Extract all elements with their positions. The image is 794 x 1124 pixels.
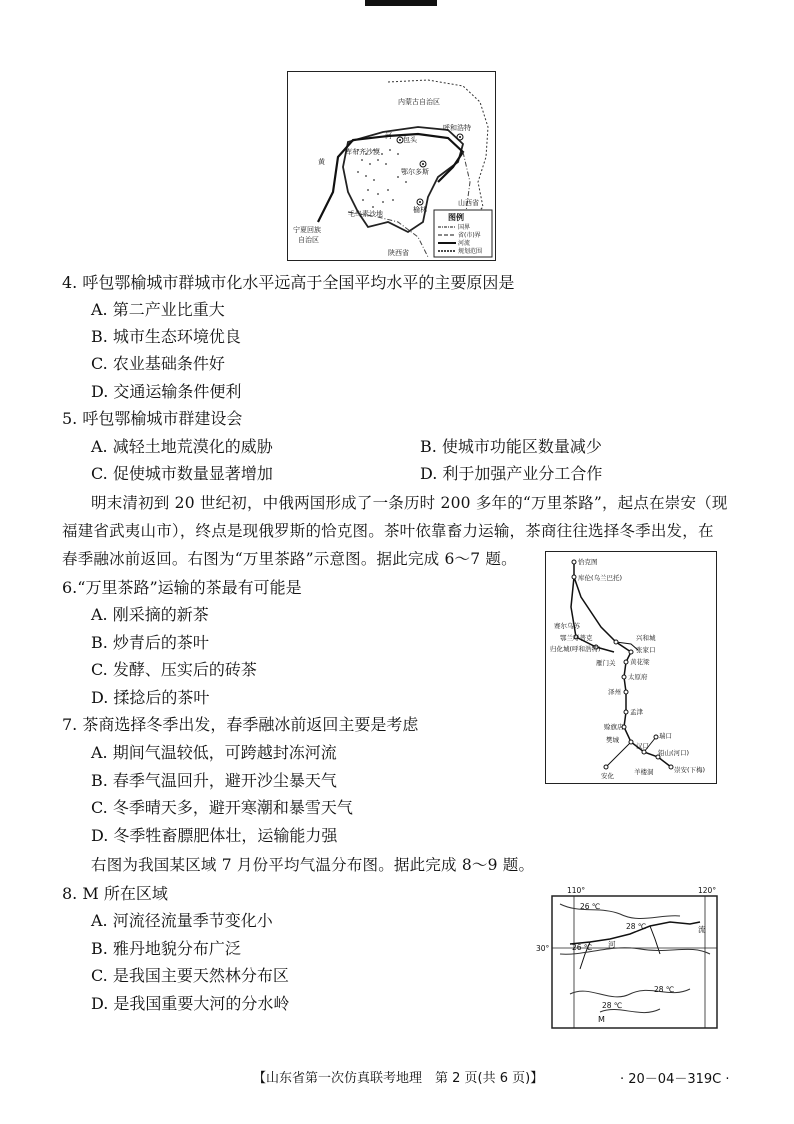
map1-legend-item: 规划范围 [458, 248, 483, 255]
map2-label: 归化城(呼和浩特) [550, 645, 601, 653]
map3-label-t26b: 26 ℃ [572, 943, 593, 952]
q4-stem: 4. 呼包鄂榆城市群城市化水平远高于全国平均水平的主要原因是 [62, 273, 515, 292]
q8-option-a: A. 河流径流量季节变化小 [91, 911, 273, 930]
map1-label-shaanxi: 陕西省 [388, 249, 409, 257]
map1-label-ordos: 鄂尔多斯 [401, 168, 429, 176]
map2-label: 孟津 [630, 708, 643, 716]
q5-option-a: A. 减轻土地荒漠化的威胁 [91, 437, 273, 456]
q7-option-d: D. 冬季牲畜膘肥体壮，运输能力强 [91, 826, 338, 845]
map1-label-yulin: 榆林 [413, 206, 427, 214]
q7-option-c: C. 冬季晴天多，避开寒潮和暴雪天气 [91, 798, 353, 817]
map1-label-baotou: 包头 [403, 136, 417, 144]
q6-stem: 6.“万里茶路”运输的茶最有可能是 [62, 578, 302, 597]
q8-option-b: B. 雅丹地貌分布广泛 [91, 939, 241, 958]
map1-legend-item: 国界 [458, 224, 471, 231]
map-tea-road-drawing [546, 552, 716, 783]
map3-lat: 30° [536, 944, 550, 953]
map1-label-hohhot: 呼和浩特 [443, 124, 471, 132]
map2-label: 赛尔乌苏 [554, 622, 580, 630]
map2-label: 羊楼洞 [634, 768, 654, 776]
map2-label: 兴和城 [636, 634, 656, 642]
map1-label-ningxia-1: 宁夏回族 [293, 226, 321, 234]
map2-label: 太原府 [628, 673, 648, 681]
passage1-line-1: 明末清初到 20 世纪初，中俄两国形成了一条历时 200 多年的“万里茶路”，起点在崇安（现 [91, 494, 728, 512]
q6-option-a: A. 刚采摘的新茶 [91, 605, 209, 624]
map1-label-mu-us: 毛乌素沙地 [348, 210, 383, 218]
map3-label-he: 河 [608, 940, 616, 949]
q4-option-c: C. 农业基础条件好 [91, 354, 225, 373]
map-tea-road [545, 551, 717, 784]
map3-lon-right: 120° [698, 886, 717, 895]
q7-option-b: B. 春季气温回升，避开沙尘暴天气 [91, 771, 337, 790]
map2-label: 汉口 [636, 742, 649, 750]
q5-option-d: D. 利于加强产业分工合作 [420, 464, 603, 483]
map1-label-huang: 黄 [318, 158, 325, 166]
footer-code: · 20－04－319C · [620, 1072, 730, 1087]
map2-label: 黄花梁 [630, 658, 650, 666]
map2-label: 恰克图 [578, 558, 598, 566]
passage1-line-2: 福建省武夷山市），终点是现俄罗斯的恰克图。茶叶依靠畜力运输，茶商往往选择冬季出发，在 [62, 522, 714, 540]
q4-option-d: D. 交通运输条件便利 [91, 382, 242, 401]
map3-label-t28c: 28 ℃ [602, 1001, 623, 1010]
q7-option-a: A. 期间气温较低，可跨越封冻河流 [91, 743, 337, 762]
map2-label: 赊旗店 [604, 723, 624, 731]
map2-label: 张家口 [636, 646, 656, 654]
map2-label: 安化 [601, 772, 614, 780]
map3-label-t26a: 26 ℃ [580, 902, 601, 911]
map1-label-inner-mongolia: 内蒙古自治区 [398, 98, 440, 106]
map3-label-t28b: 28 ℃ [654, 985, 675, 994]
map2-label: 雁门关 [596, 659, 616, 667]
passage2-line: 右图为我国某区域 7 月份平均气温分布图。据此完成 8～9 题。 [91, 856, 535, 874]
map-hubao-eyu [287, 71, 496, 261]
q5-option-b: B. 使城市功能区数量减少 [420, 437, 602, 456]
map2-label: 泽州 [608, 688, 621, 696]
q4-option-b: B. 城市生态环境优良 [91, 327, 241, 346]
map-hubao-eyu-drawing [288, 72, 495, 260]
passage1-line-3: 春季融冰前返回。右图为“万里茶路”示意图。据此完成 6～7 题。 [62, 550, 517, 568]
map2-label: 铅山(河口) [658, 749, 690, 757]
q6-option-d: D. 揉捻后的茶叶 [91, 688, 210, 707]
q4-option-a: A. 第二产业比重大 [91, 300, 225, 319]
map1-label-kubuqi: 库布齐沙漠 [345, 148, 380, 156]
map1-label-ningxia-2: 自治区 [298, 236, 319, 244]
q5-stem: 5. 呼包鄂榆城市群建设会 [62, 409, 243, 428]
map1-legend-title: 图例 [448, 213, 464, 222]
map2-label: 崇安(下梅) [674, 766, 706, 774]
q6-option-b: B. 炒青后的茶叶 [91, 633, 209, 652]
map3-lon-left: 110° [567, 886, 586, 895]
map1-legend-item: 省(市)界 [458, 232, 481, 239]
map3-label-t28a: 28 ℃ [626, 922, 647, 931]
map-july-temperature-drawing [530, 884, 730, 1034]
footer-title: 【山东省第一次仿真联考地理 第 2 页(共 6 页)】 [253, 1071, 544, 1086]
map2-label: 库伦(乌兰巴托) [578, 574, 623, 582]
map2-label: 瑞口 [659, 732, 672, 740]
q7-stem: 7. 茶商选择冬季出发，春季融冰前返回主要是考虑 [62, 715, 419, 734]
map3-label-m: M [598, 1015, 605, 1024]
map1-label-he: 河 [385, 132, 392, 140]
map2-label: 鄂兰呼普克 [560, 634, 593, 642]
map1-legend-item: 河流 [458, 240, 471, 247]
q8-option-c: C. 是我国主要天然林分布区 [91, 966, 289, 985]
q5-option-c: C. 促使城市数量显著增加 [91, 464, 273, 483]
map1-label-shanxi: 山西省 [458, 199, 479, 207]
q8-option-d: D. 是我国重要大河的分水岭 [91, 994, 290, 1013]
map-july-temperature [530, 884, 730, 1034]
top-header-bar [365, 0, 437, 6]
map3-label-liu: 流 [698, 925, 706, 934]
q8-stem: 8. M 所在区域 [62, 884, 168, 903]
map2-label: 樊城 [606, 736, 619, 744]
q6-option-c: C. 发酵、压实后的砖茶 [91, 660, 257, 679]
